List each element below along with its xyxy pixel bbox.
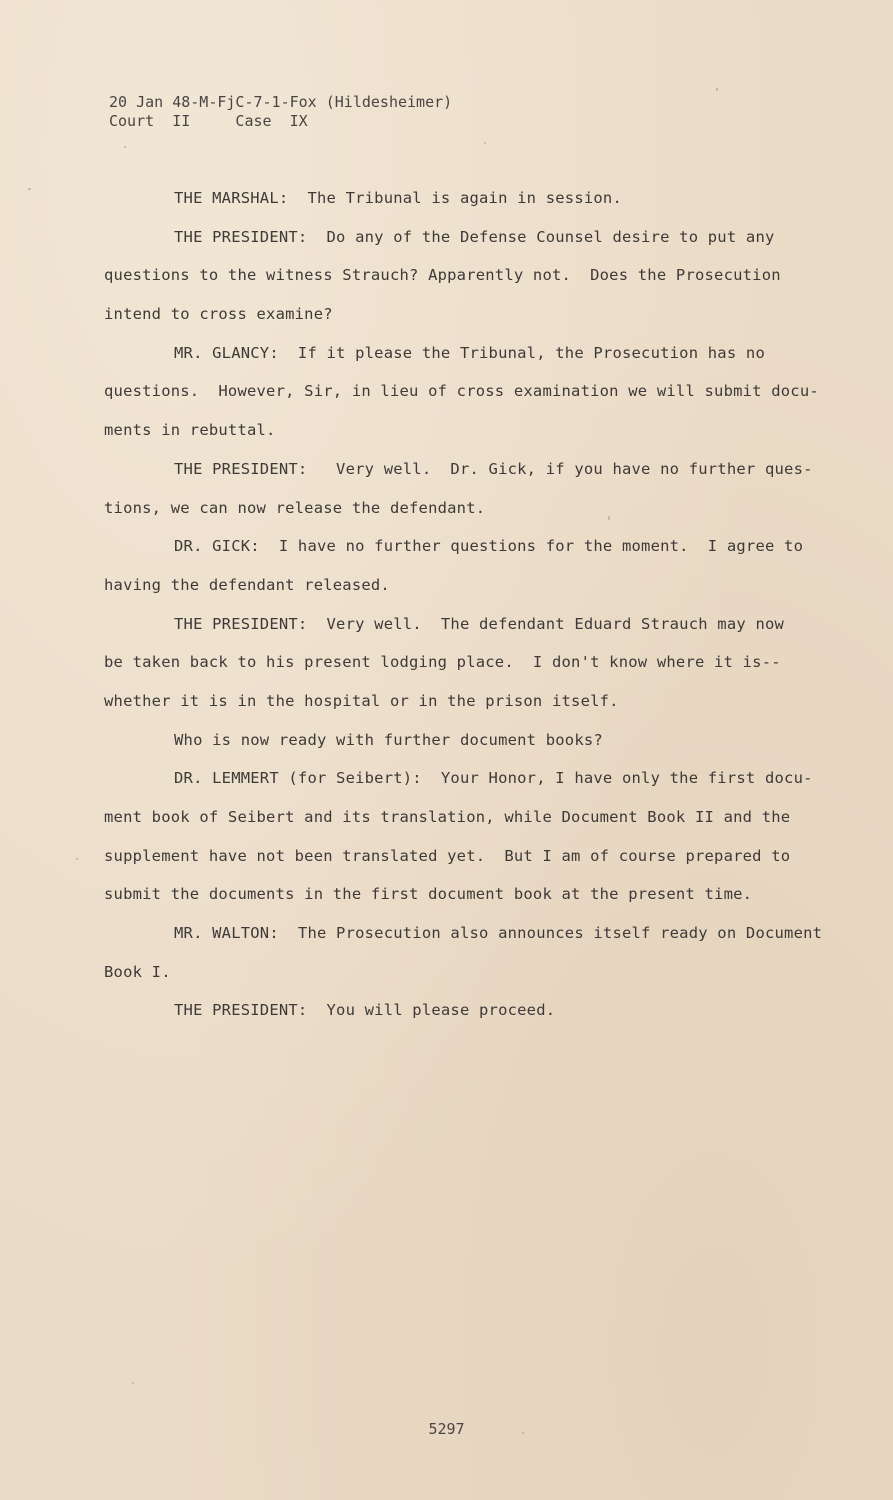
transcript-line: intend to cross examine?	[104, 305, 333, 324]
transcript-line: questions to the witness Strauch? Apparently not. Does the Prosecution	[104, 266, 781, 285]
transcript-line: be taken back to his present lodging place. I don't know where it is--	[104, 653, 781, 672]
transcript-line: MR. WALTON: The Prosecution also announces itself ready on Document	[174, 924, 823, 943]
paper-speck	[76, 858, 78, 860]
paper-speck	[716, 88, 718, 91]
transcript-line: tions, we can now release the defendant.	[104, 498, 486, 517]
transcript-line: questions. However, Sir, in lieu of cross examination we will submit docu-	[104, 382, 819, 401]
transcript-line: DR. GICK: I have no further questions for the moment. I agree to	[174, 537, 804, 556]
transcript-line: ments in rebuttal.	[104, 421, 276, 440]
transcript-line: submit the documents in the first document book at the present time.	[104, 885, 753, 904]
header-line-1: 20 Jan 48-M-FjC-7-1-Fox (Hildesheimer)	[109, 93, 453, 111]
paper-speck	[484, 142, 486, 144]
document-header	[109, 93, 452, 131]
header-line-2: Court II Case IX	[109, 112, 308, 130]
transcript-body	[104, 186, 834, 1037]
transcript-line: ment book of Seibert and its translation, while Document Book II and the	[104, 808, 791, 826]
page-number: 5297	[428, 1420, 465, 1438]
transcript-line: THE PRESIDENT: Do any of the Defense Counsel desire to put any	[174, 227, 775, 246]
transcript-line: Who is now ready with further document books?	[174, 730, 603, 749]
paper-speck	[132, 1382, 134, 1384]
transcript-line: having the defendant released.	[104, 575, 390, 594]
paper-speck	[124, 146, 126, 148]
transcript-line: supplement have not been translated yet. But I am of course prepared to	[104, 846, 791, 865]
transcript-line: whether it is in the hospital or in the prison itself.	[104, 691, 619, 710]
paper-speck	[28, 188, 31, 190]
transcript-line: THE PRESIDENT: You will please proceed.	[174, 1001, 556, 1020]
transcript-line: THE MARSHAL: The Tribunal is again in session.	[174, 189, 622, 207]
transcript-line: Book I.	[104, 962, 171, 981]
transcript-line: THE PRESIDENT: Very well. The defendant Eduard Strauch may now	[174, 614, 785, 633]
transcript-line: MR. GLANCY: If it please the Tribunal, the Prosecution has no	[174, 343, 765, 362]
paper-speck	[522, 1432, 524, 1434]
transcript-line: THE PRESIDENT: Very well. Dr. Gick, if you have no further ques-	[174, 459, 813, 478]
paper-speck	[608, 516, 610, 520]
transcript-line: DR. LEMMERT (for Seibert): Your Honor, I have only the first docu-	[174, 769, 813, 788]
